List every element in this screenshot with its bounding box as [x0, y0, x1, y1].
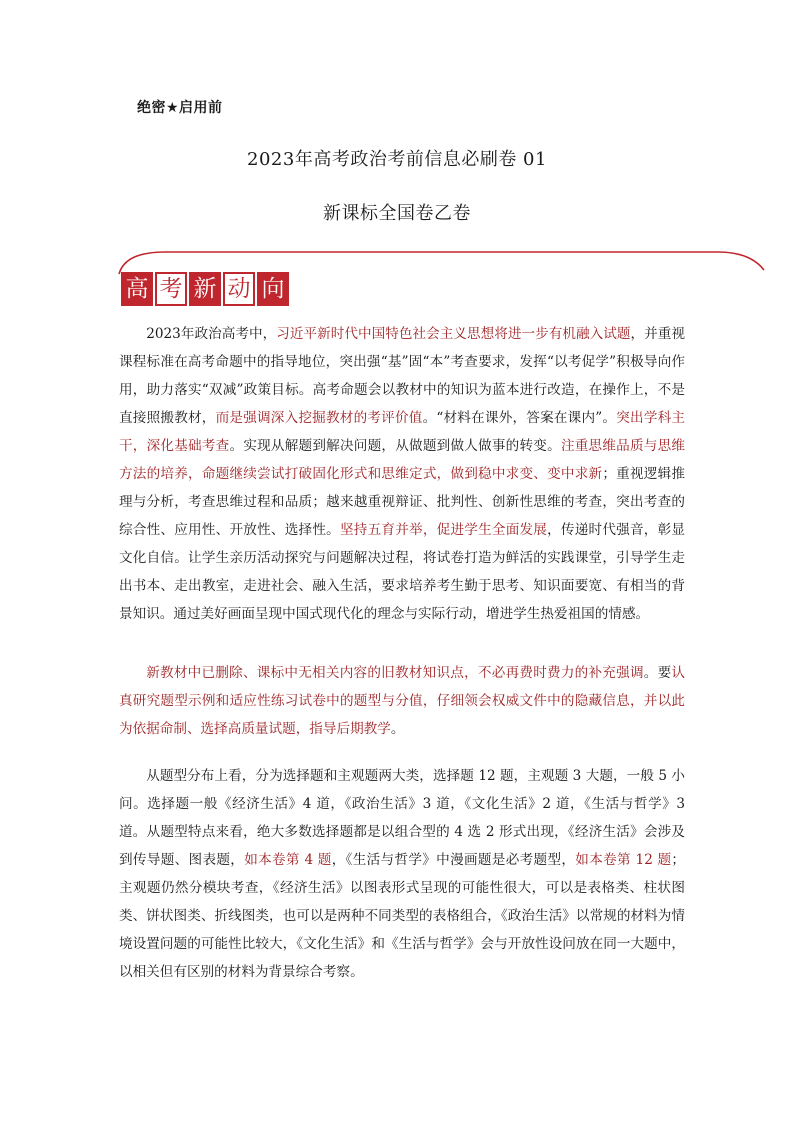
- text-run: ，《生活与哲学》中漫画题是必考题型，: [331, 852, 576, 868]
- highlight-run: 认真研究题型示例和适应性练习试卷中的题型与分值，仔细领会权威文件中的隐藏信息，并以此为依据命制、选择高质量试题，指导后期教学: [119, 665, 686, 737]
- highlight-run: 如本卷第 4 题: [244, 852, 332, 868]
- paragraph-exam-trends: [119, 320, 685, 628]
- text-run: 。“材料在课外，答案在课内”。: [422, 410, 617, 426]
- banner-char: 高: [121, 272, 153, 306]
- banner-curve: [119, 252, 764, 274]
- highlight-run: 突出学科主干，深化基础考查: [119, 410, 686, 454]
- text-run: 。要: [643, 665, 672, 681]
- secret-label: 绝密★启用前: [137, 100, 223, 116]
- highlight-run: 新教材中已删除、课标中无相关内容的旧教材知识点，不必再费时费力的补充强调: [146, 665, 644, 681]
- banner-char: 向: [257, 272, 289, 306]
- text-run: ，并重视课程标准在高考命题中的指导地位，突出强“基”固“本”考查要求，发挥“以考促学”积极导向作用，助力落实“双减”政策目标。高考命题会以教材中的知识为蓝本进行改造，在操作上，不是直接照搬教材，: [119, 326, 686, 426]
- text-run: 2023年政治高考中，: [146, 326, 277, 342]
- exam-subtitle: 新课标全国卷乙卷: [323, 203, 471, 224]
- highlight-run: 习近平新时代中国特色社会主义思想将进一步有机融入试题: [276, 326, 631, 342]
- highlight-run: 如本卷第 12 题: [575, 852, 672, 868]
- highlight-run: 注重思维品质与思维方法的培养，命题继续尝试打破固化形式和思维定式，做到稳中求变、变中求新: [119, 438, 686, 482]
- exam-title: 2023年高考政治考前信息必刷卷 01: [247, 149, 547, 170]
- highlight-run: 坚持五育并举，促进学生全面发展: [339, 522, 548, 538]
- banner-decoration: [0, 240, 794, 320]
- text-run: 。实现从解题到解决问题，从做题到做人做事的转变。: [229, 438, 561, 454]
- highlight-run: 而是强调深入挖掘教材的考评价值: [215, 410, 423, 426]
- text-run: ；主观题仍然分模块考查，《经济生活》以图表形式呈现的可能性很大，可以是表格类、柱状图类、饼状图类、折线图类，也可以是两种不同类型的表格组合，《政治生活》以常规的材料为情境设置问题的可能性比较大，《文化生活》和《生活与哲学》会与开放性设问放在同一大题中，以相关但有区别的材料为背景综合考察。: [119, 852, 686, 980]
- banner-char: 动: [223, 272, 255, 306]
- text-run: ，传递时代强音，彰显文化自信。让学生亲历活动探究与问题解决过程，将试卷打造为鲜活的实践课堂，引导学生走出书本、走出教室，走进社会、融入生活，要求培养考生勤于思考、知识面要宽、有相当的背景知识。通过美好画面呈现中国式现代化的理念与实际行动，增进学生热爱祖国的情感。: [119, 522, 686, 622]
- text-run: ；重视逻辑推理与分析，考查思维过程和品质；越来越重视辩证、批判性、创新性思维的考查，突出考查的综合性、应用性、开放性、选择性。: [119, 466, 686, 538]
- text-run: 。: [390, 721, 405, 737]
- banner-char: 新: [189, 272, 221, 306]
- text-run: 从题型分布上看，分为选择题和主观题两大类，选择题 12 题，主观题 3 大题，一般 5 小问。选择题一般《经济生活》4 道，《政治生活》3 道，《文化生活》2 道，《生活与哲学》3 道。从题型特点来看，绝大多数选择题都是以组合型的 4 选 2 形式出现，《经济生活》会涉及到传导题、图表题，: [119, 768, 685, 868]
- paragraph-question-types: [119, 762, 685, 986]
- banner-char: 考: [155, 272, 187, 306]
- section-banner: [121, 272, 291, 306]
- paragraph-teaching-advice: [119, 659, 685, 743]
